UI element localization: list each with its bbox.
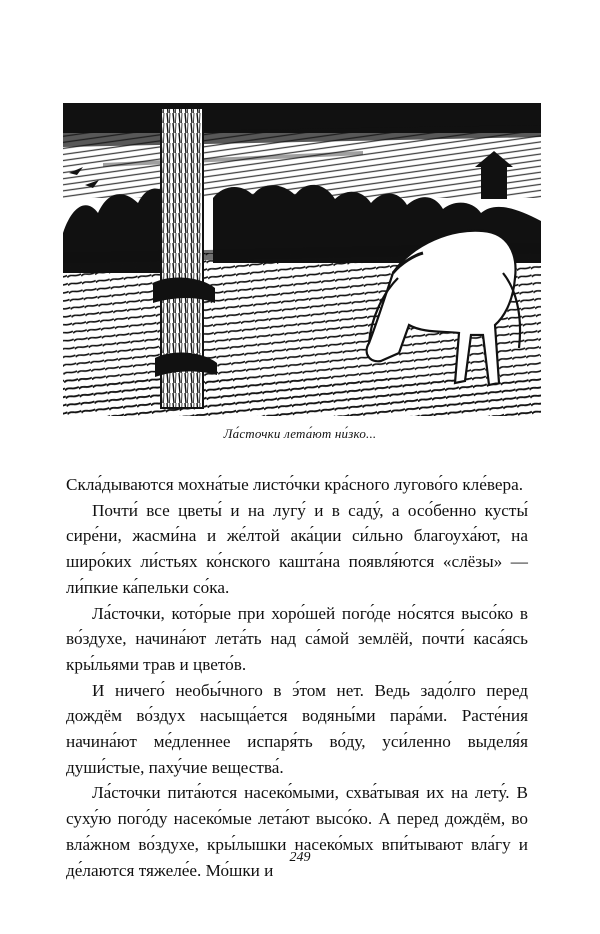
body-text bbox=[66, 472, 528, 883]
sky bbox=[63, 103, 541, 198]
page-number: 249 bbox=[289, 850, 311, 865]
paragraph: Почти́ все цветы́ и на лугу́ и в саду́, а осо́бенно кусты́ сире́ни, жасми́на и же́лтой ака́ции си́льно благоуха́ют, на широ́ких ли́стьях ко́нского кашта́на появля́ются «слёзы» — ли́пкие ка́пельки со́ка. bbox=[66, 500, 528, 597]
paragraph: Скла́дываются мохна́тые листо́чки кра́сного лугово́го кле́вера. bbox=[66, 475, 524, 494]
swallows-and-horse-illustration bbox=[63, 103, 541, 416]
paragraph: И ничего́ необы́чного в э́том нет. Ведь задо́лго перед дождём во́здух насыща́ется водяны́ми пара́ми. Расте́ния начина́ют ме́дленнее испаря́ть во́ду, уси́ленно выделя́я души́стые, паху́чие вещества́. bbox=[66, 680, 528, 777]
illustration-caption: Ла́сточки лета́ют ни́зко... bbox=[223, 426, 377, 441]
paragraph: Ла́сточки пита́ются насеко́мыми, схва́тывая их на лету́. В суху́ю пого́ду насеко́мые лета́ют высо́ко. А перед дождём, во вла́жном во́здухе, кры́лышки насеко́мых впи́тывают вла́гу и де́лаются тяжеле́е. Мо́шки и bbox=[66, 783, 528, 880]
paragraph: Ла́сточки, кото́рые при хоро́шей пого́де но́сятся высо́ко в во́здухе, начина́ют лета́ть над са́мой землёй, почти́ каса́ясь кры́льями трав и цвето́в. bbox=[66, 603, 528, 674]
